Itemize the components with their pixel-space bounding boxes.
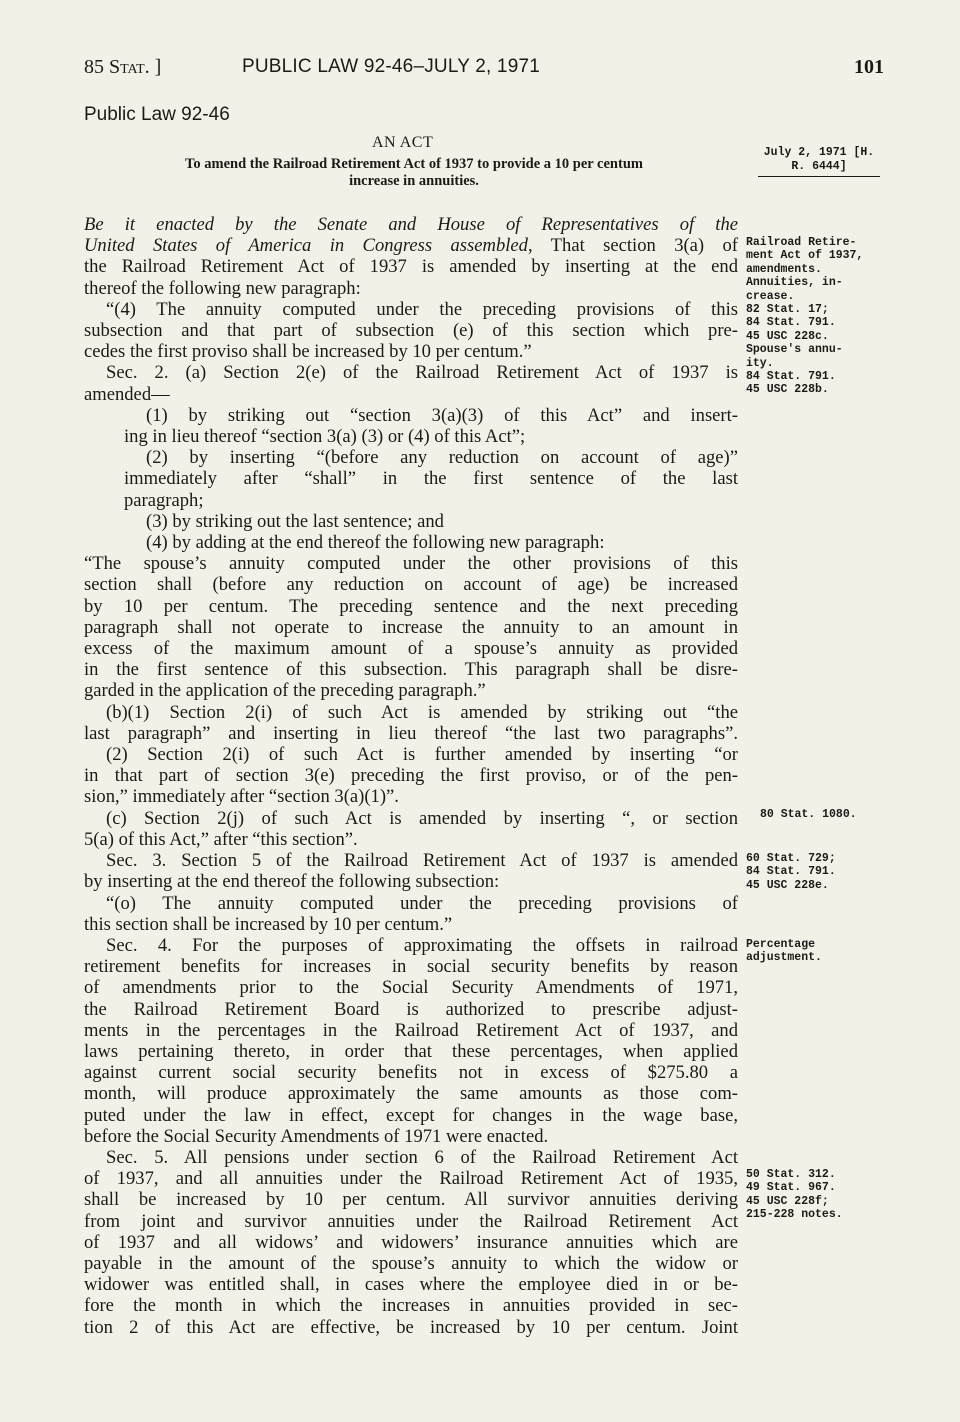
margin-note-stat-729 <box>746 852 886 892</box>
body-line: month, will produce approximately the same amounts as those com- <box>84 1083 738 1105</box>
margin-note-line: 45 USC 228e. <box>746 878 829 892</box>
margin-note-stat-312 <box>746 1168 886 1222</box>
purpose-line: increase in annuities. <box>349 173 479 189</box>
running-title: PUBLIC LAW 92-46–JULY 2, 1971 <box>242 56 540 77</box>
margin-rule <box>758 176 880 177</box>
margin-note-line: 50 Stat. 312. <box>746 1168 836 1181</box>
body-line: Sec. 3. Section 5 of the Railroad Retirement Act of 1937 is amended <box>106 850 738 872</box>
act-body-text <box>84 214 738 1338</box>
margin-note-line: Railroad Retire- <box>746 236 857 249</box>
body-line: Sec. 4. For the purposes of approximating the offsets in railroad <box>106 934 738 956</box>
body-line: garded in the application of the preceding paragraph.” <box>84 680 486 702</box>
act-heading: AN ACT <box>372 134 434 151</box>
body-line: puted under the law in effect, except for changes in the wage base, <box>84 1104 738 1126</box>
body-line: (2) by inserting “(before any reduction on account of age)” <box>146 447 738 469</box>
margin-note-line: 84 Stat. 791. <box>746 865 836 879</box>
body-line: tion 2 of this Act are effective, be increased by 10 per centum. Joint <box>84 1316 738 1338</box>
body-line: of 1937 and all widows’ and widowers’ insurance annuities which are <box>84 1231 738 1253</box>
body-line: (c) Section 2(j) of such Act is amended by inserting “, or section <box>106 807 738 829</box>
margin-note-line: Annuities, in- <box>746 276 843 290</box>
body-line: “The spouse’s annuity computed under the other provisions of this <box>84 553 738 575</box>
purpose-line: To amend the Railroad Retirement Act of 1937 to provide a 10 per centum <box>185 156 643 172</box>
body-line: fore the month in which the increases in annuities provided in sec- <box>84 1295 738 1317</box>
margin-note-stat-1080 <box>760 808 900 821</box>
page-number: 101 <box>854 56 884 78</box>
body-line: (4) by adding at the end thereof the following new paragraph: <box>146 532 605 554</box>
body-line: against current social security benefits not in excess of $275.80 a <box>84 1062 738 1084</box>
margin-note-line: 84 Stat. 791. <box>746 370 836 384</box>
purpose-clause <box>84 156 744 190</box>
body-line: in that part of section 3(e) preceding the first proviso, or of the pen- <box>84 765 738 787</box>
margin-note-line: Percentage <box>746 938 816 951</box>
margin-note-line: ity. <box>746 356 774 370</box>
body-line: shall be increased by 10 per centum. All survivor annuities deriving <box>84 1189 738 1211</box>
body-line: immediately after “shall” in the first sentence of the last <box>124 468 738 490</box>
body-line: in the first sentence of this subsection. This paragraph shall be disre- <box>84 659 738 681</box>
body-line: (2) Section 2(i) of such Act is further amended by inserting “or <box>106 744 738 766</box>
margin-note-line: 49 Stat. 967. <box>746 1181 836 1195</box>
margin-note-line: adjustment. <box>746 951 822 965</box>
body-line: “(o) The annuity computed under the preceding provisions of <box>106 892 738 914</box>
body-line: Sec. 5. All pensions under section 6 of the Railroad Retirement Act <box>106 1146 738 1168</box>
margin-note-line: 84 Stat. 791. <box>746 316 836 330</box>
body-line: excess of the maximum amount of a spouse’s annuity as provided <box>84 638 738 660</box>
body-line: amended— <box>84 383 170 405</box>
body-line: before the Social Security Amendments of 1971 were enacted. <box>84 1125 549 1147</box>
body-line: ing in lieu thereof “section 3(a) (3) or (4) of this Act”; <box>124 426 526 448</box>
margin-note-line: 80 Stat. 1080. <box>760 808 857 821</box>
body-line: laws pertaining thereto, in order that these percentages, when applied <box>84 1040 738 1062</box>
body-line: (b)(1) Section 2(i) of such Act is amended by striking out “the <box>106 701 738 723</box>
body-line: Sec. 2. (a) Section 2(e) of the Railroad Retirement Act of 1937 is <box>106 362 738 384</box>
body-line: by 10 per centum. The preceding sentence and the next preceding <box>84 595 738 617</box>
margin-date-note <box>758 146 880 177</box>
body-line: sion,” immediately after “section 3(a)(1)”. <box>84 786 399 808</box>
margin-note-railroad-amendments <box>746 236 886 397</box>
body-line: thereof the following new paragraph: <box>84 277 361 299</box>
running-head <box>84 56 884 86</box>
body-line: widower was entitled shall, in cases where the employee died in or be- <box>84 1274 738 1296</box>
body-line: (3) by striking out the last sentence; and <box>146 510 444 532</box>
body-line: cedes the first proviso shall be increased by 10 per centum.” <box>84 341 532 363</box>
body-line: paragraph shall not operate to increase the annuity to an amount in <box>84 616 738 638</box>
body-line: subsection and that part of subsection (e) of this section which pre- <box>84 320 738 342</box>
statute-volume-ref: 85 Stat. ] <box>84 56 162 78</box>
body-line-segment: United States of America in Congress assembled <box>84 235 528 257</box>
margin-note-line: 60 Stat. 729; <box>746 852 836 865</box>
body-line: paragraph; <box>124 489 204 511</box>
body-line: retirement benefits for increases in social security benefits by reason <box>84 956 738 978</box>
body-line: section shall (before any reduction on account of age) be increased <box>84 574 738 596</box>
body-line: from joint and survivor annuities under the Railroad Retirement Act <box>84 1210 738 1232</box>
margin-note-percentage-adjustment <box>746 938 886 965</box>
margin-note-line: 215-228 notes. <box>746 1208 843 1222</box>
margin-note-line: 45 USC 228c. <box>746 329 829 343</box>
body-line: (1) by striking out “section 3(a)(3) of this Act” and insert- <box>146 404 738 426</box>
margin-note-line: ment Act of 1937, <box>746 249 864 263</box>
body-line: this section shall be increased by 10 per centum.” <box>84 913 453 935</box>
margin-note-line: crease. <box>746 289 795 303</box>
margin-note-line: 82 Stat. 17; <box>746 303 829 317</box>
body-line: by inserting at the end thereof the following subsection: <box>84 871 500 893</box>
body-line: Be it enacted by the Senate and House of Representatives of the <box>84 214 738 235</box>
margin-note-line: Spouse's annu- <box>746 343 843 357</box>
margin-note-line: 45 USC 228f; <box>746 1194 829 1208</box>
body-line: ments in the percentages in the Railroad Retirement Act of 1937, and <box>84 1019 738 1041</box>
body-line-segment: , That section 3(a) of <box>527 235 739 257</box>
body-line: 5(a) of this Act,” after “this section”. <box>84 828 358 850</box>
bill-number: [H. R. 6444] <box>791 146 875 173</box>
body-line: “(4) The annuity computed under the preceding provisions of this <box>106 298 738 320</box>
body-line: the Railroad Retirement Board is authorized to prescribe adjust- <box>84 998 738 1020</box>
body-line: last paragraph” and inserting in lieu thereof “the last two paragraphs”. <box>84 722 738 744</box>
law-title: Public Law 92-46 <box>84 104 230 125</box>
body-line <box>84 235 738 256</box>
enactment-date: July 2, 1971 <box>763 146 847 159</box>
body-line: payable in the amount of the spouse’s annuity to which the widow or <box>84 1252 738 1274</box>
body-line: of amendments prior to the Social Security Amendments of 1971, <box>84 977 738 999</box>
margin-note-line: 45 USC 228b. <box>746 383 829 397</box>
margin-note-line: amendments. <box>746 262 822 276</box>
body-line: the Railroad Retirement Act of 1937 is amended by inserting at the end <box>84 256 738 278</box>
body-line: of 1937, and all annuities under the Railroad Retirement Act of 1935, <box>84 1168 738 1190</box>
